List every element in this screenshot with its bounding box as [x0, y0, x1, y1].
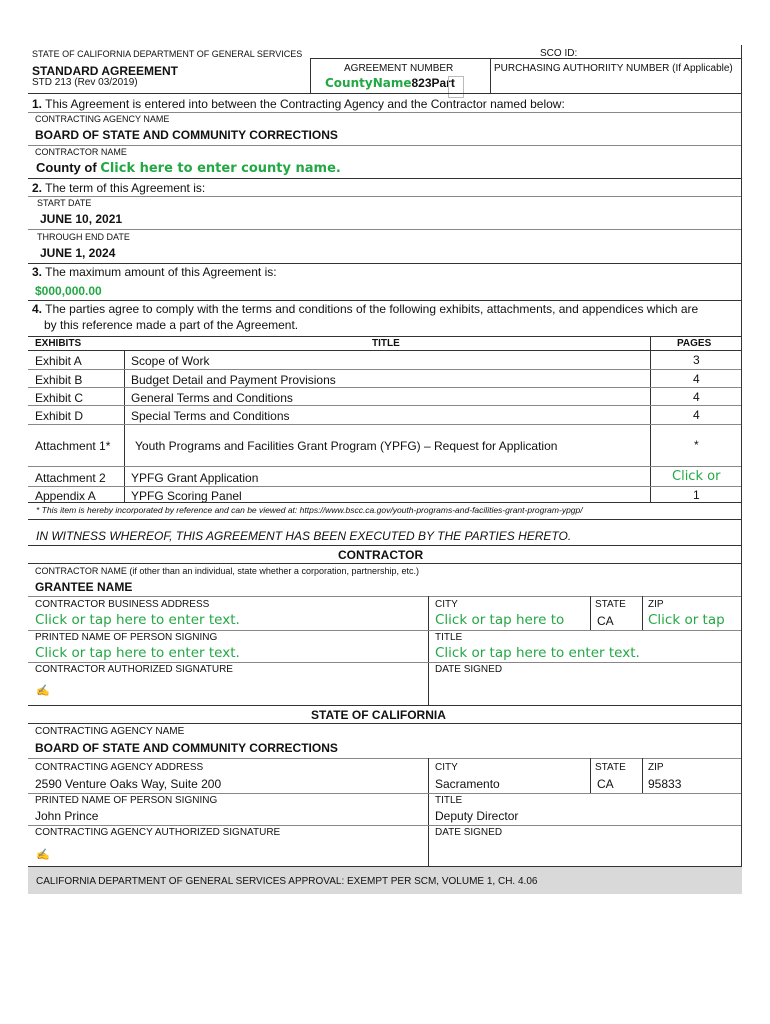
state-address-label: CONTRACTING AGENCY ADDRESS — [35, 762, 204, 773]
attachment2-pages-input[interactable]: Click or — [672, 469, 721, 484]
county-name-input[interactable]: Click here to enter county name. — [100, 161, 341, 176]
purchasing-authority-label: PURCHASING AUTHORIITY NUMBER (If Applicable) — [494, 63, 733, 74]
contractor-printed-name-label: PRINTED NAME OF PERSON SIGNING — [35, 632, 218, 643]
state-state-label: STATE — [595, 762, 626, 773]
agency-name-label: CONTRACTING AGENCY NAME — [35, 114, 170, 124]
section3-text: 3. The maximum amount of this Agreement is: — [32, 265, 277, 279]
contractor-address-label: CONTRACTOR BUSINESS ADDRESS — [35, 599, 210, 610]
contractor-zip-label: ZIP — [648, 599, 664, 610]
contractor-address-input[interactable]: Click or tap here to enter text. — [35, 612, 240, 628]
agreement-number-value[interactable]: CountyName — [325, 76, 412, 90]
agreement-number-label: AGREEMENT NUMBER — [344, 63, 454, 74]
approval-text: CALIFORNIA DEPARTMENT OF GENERAL SERVICES APPROVAL: EXEMPT PER SCM, VOLUME 1, CH. 4.06 — [36, 876, 538, 887]
approval-footer — [28, 866, 742, 894]
grantee-name-label: CONTRACTOR NAME (if other than an individual, state whether a corporation, partnership, etc.) — [35, 566, 419, 576]
form-title: STANDARD AGREEMENT — [32, 64, 178, 78]
contractor-signature-label: CONTRACTOR AUTHORIZED SIGNATURE — [35, 664, 233, 675]
col-title: TITLE — [372, 338, 400, 349]
pen-signature-icon[interactable]: ✍ — [36, 685, 50, 697]
section1-text: 1. This Agreement is entered into between the Contracting Agency and the Contractor named below: — [32, 97, 565, 111]
witness-statement: IN WITNESS WHEREOF, THIS AGREEMENT HAS BEEN EXECUTED BY THE PARTIES HERETO. — [36, 529, 572, 543]
agreement-number-field[interactable] — [325, 76, 455, 90]
contractor-state-value[interactable]: CA — [597, 614, 614, 628]
state-signature-label: CONTRACTING AGENCY AUTHORIZED SIGNATURE — [35, 827, 281, 838]
start-date-label: START DATE — [37, 198, 92, 208]
contractor-date-signed-label: DATE SIGNED — [435, 664, 503, 675]
state-printed-name-label: PRINTED NAME OF PERSON SIGNING — [35, 795, 218, 806]
contractor-title-input[interactable]: Click or tap here to enter text. — [435, 645, 640, 661]
contractor-state-label: STATE — [595, 599, 626, 610]
sco-id-label: SCO ID: — [540, 48, 578, 59]
contractor-heading: CONTRACTOR — [338, 548, 424, 562]
contractor-name-label: CONTRACTOR NAME — [35, 147, 127, 157]
contractor-title-label: TITLE — [435, 632, 463, 643]
state-zip-value: 95833 — [648, 777, 682, 791]
contractor-city-label: CITY — [435, 599, 458, 610]
contractor-zip-input[interactable]: Click or tap — [648, 612, 725, 628]
state-zip-label: ZIP — [648, 762, 664, 773]
contractor-printed-name-input[interactable]: Click or tap here to enter text. — [35, 645, 240, 661]
contractor-name-field[interactable]: County of Click here to enter county name. — [36, 160, 341, 176]
state-heading: STATE OF CALIFORNIA — [311, 708, 446, 722]
max-amount-value[interactable]: $000,000.00 — [35, 284, 102, 298]
state-city-label: CITY — [435, 762, 458, 773]
end-date-value: JUNE 1, 2024 — [40, 246, 116, 260]
end-date-label: THROUGH END DATE — [37, 232, 130, 242]
contractor-city-input[interactable]: Click or tap here to — [435, 612, 565, 628]
state-agency-name-label: CONTRACTING AGENCY NAME — [35, 726, 185, 737]
grantee-name-value: GRANTEE NAME — [35, 580, 133, 594]
state-printed-name-value: John Prince — [35, 809, 99, 823]
state-title-value: Deputy Director — [435, 809, 519, 823]
agency-name-value: BOARD OF STATE AND COMMUNITY CORRECTIONS — [35, 128, 338, 142]
dept-name: STATE OF CALIFORNIA DEPARTMENT OF GENERAL SERVICES — [32, 49, 303, 59]
state-address-value: 2590 Venture Oaks Way, Suite 200 — [35, 777, 222, 791]
start-date-value: JUNE 10, 2021 — [40, 212, 123, 226]
state-city-value: Sacramento — [435, 777, 500, 791]
section4-text-line1: 4. The parties agree to comply with the terms and conditions of the following exhibits, attachments, and appendices which are — [32, 302, 699, 316]
footnote: * This item is hereby incorporated by reference and can be viewed at: https://www.bscc.ca.gov/youth-programs-and-facilities-grant-program-ypgp/ — [36, 505, 583, 515]
state-state-value: CA — [597, 777, 614, 791]
pen-signature-icon[interactable]: ✍ — [36, 849, 50, 861]
col-exhibits: EXHIBITS — [35, 338, 82, 349]
state-title-label: TITLE — [435, 795, 463, 806]
state-agency-name-value: BOARD OF STATE AND COMMUNITY CORRECTIONS — [35, 741, 338, 755]
section4-text-line2: by this reference made a part of the Agreement. — [44, 318, 299, 332]
form-id: STD 213 (Rev 03/2019) — [32, 77, 138, 88]
col-pages: PAGES — [677, 338, 712, 349]
agreement-number-suffix: 823Part — [411, 76, 455, 90]
state-date-signed-label: DATE SIGNED — [435, 827, 503, 838]
section2-text: 2. The term of this Agreement is: — [32, 181, 206, 195]
agreement-number-box[interactable] — [448, 76, 464, 98]
